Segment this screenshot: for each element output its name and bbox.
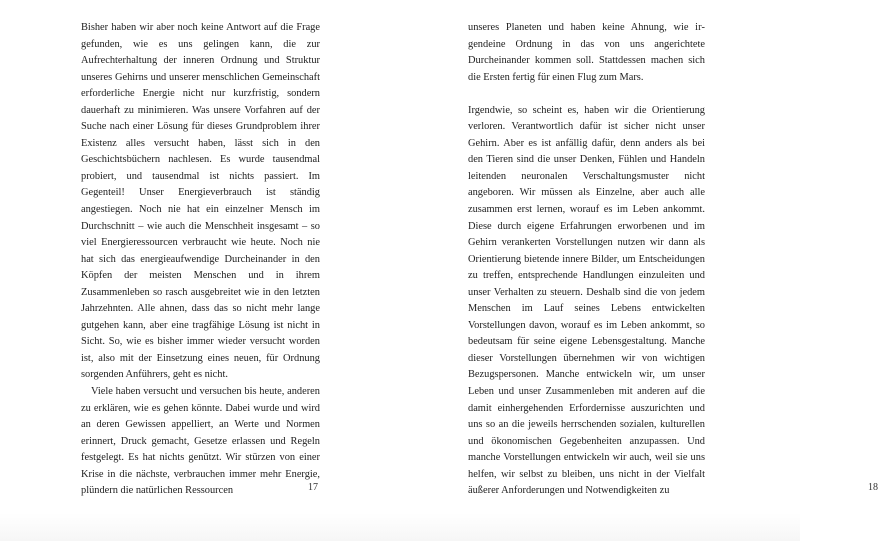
- left-page-text: [81, 20, 320, 500]
- page-number-left: 17: [308, 482, 318, 493]
- right-paragraph-2: Irgendwie, so scheint es, haben wir die Orientierung verloren. Verantwortlich dafür ist sicher nicht unser Gehirn. Aber es ist anfällig dafür, denn anders als bei den Tieren sind die unser Denken, Fühlen und Handeln leitenden neuronalen Verschaltungsmuster nicht angeboren. Wir müssen als Einzelne, aber auch alle zusammen erst lernen, worauf es im Leben ankommt. Diese durch eigene Erfahrungen erworbenen und im Gehirn verankerten Vorstellungen nutzen wir dann als Orientierung bietende innere Bilder, um Entscheidungen zu treffen, entsprechende Handlungen einzuleiten und unser Verhalten zu steuern. Deshalb sind die von jedem Menschen im Lauf seines Lebens entwickelten Vorstellungen davon, worauf es im Leben ankommt, so bedeutsam für seine eigene Lebensgestaltung. Manche dieser Vorstellungen übernehmen wir von wichtigen Bezugspersonen. Manche entwickeln wir, um unser Leben und unser Zusammenleben mit anderen auf die damit einhergehenden Erfordernisse auszurichten und uns so an die jeweils herrschenden sozialen, kulturellen und ökonomischen Gegebenheiten anzupassen. Und manche Vorstellungen entwickeln wir auch, weil sie uns helfen, wir selbst zu bleiben, uns nicht in der Vielfalt äußerer Anforderungen und Notwendigkeiten zu: [468, 104, 705, 497]
- bottom-shadow: [0, 513, 800, 541]
- right-page: [400, 0, 878, 541]
- page-number-right: 18: [868, 482, 878, 493]
- right-page-text: [468, 20, 705, 500]
- left-page: [0, 0, 400, 541]
- left-paragraph-2: Viele haben versucht und versuchen bis heute, anderen zu erklären, wie es gehen könnte. Dabei wurde und wird an deren Gewissen appelliert, an Werte und Normen erinnert, Druck gemacht, Gesetze erlassen und Regeln festgelegt. Es hat nichts genützt. Wir stürzen von einer Krise in die nächste, verbrauchen immer mehr Energie, plündern die natürlichen Ressourcen: [81, 386, 320, 497]
- left-paragraph-1: Bisher haben wir aber noch keine Antwort auf die Frage gefunden, wie es uns gelingen kann, die zur Aufrechterhaltung der inneren Ordnung und Struktur unseres Gehirns und unserer menschlichen Gemeinschaft erforderliche Energie nicht nur kurzfristig, sondern dauerhaft zu minimieren. Was unsere Vorfahren auf der Suche nach einer Lösung für dieses Grundproblem ihrer Existenz alles versucht haben, lässt sich in den Geschichtsbüchern nachlesen. Es wurde tausendmal probiert, und tausendmal ist nichts passiert. Im Gegenteil! Unser Energieverbrauch ist ständig angestiegen. Noch nie hat ein einzelner Mensch im Durchschnitt – wie auch die Menschheit insgesamt – so viel Energieressourcen verbraucht wie heute. Noch nie hat sich das energieaufwendige Durcheinander in den Köpfen der meisten Menschen und in ihrem Zusammenleben so rasch ausgebreitet wie in den letzten Jahrzehnten. Alle ahnen, dass das so nicht mehr lange gutgehen kann, aber eine tragfähige Lösung ist nicht in Sicht. So, wie es bisher immer wieder versucht worden ist, also mit der Einsetzung eines neuen, für Ordnung sorgenden Anführers, geht es nicht.: [81, 22, 320, 381]
- right-paragraph-1: unseres Planeten und haben keine Ahnung, wie irgendeine Ordnung in das von uns angerichtete Durcheinander kommen soll. Stattdessen machen sich die Ersten fertig für einen Flug zum Mars.: [468, 22, 705, 83]
